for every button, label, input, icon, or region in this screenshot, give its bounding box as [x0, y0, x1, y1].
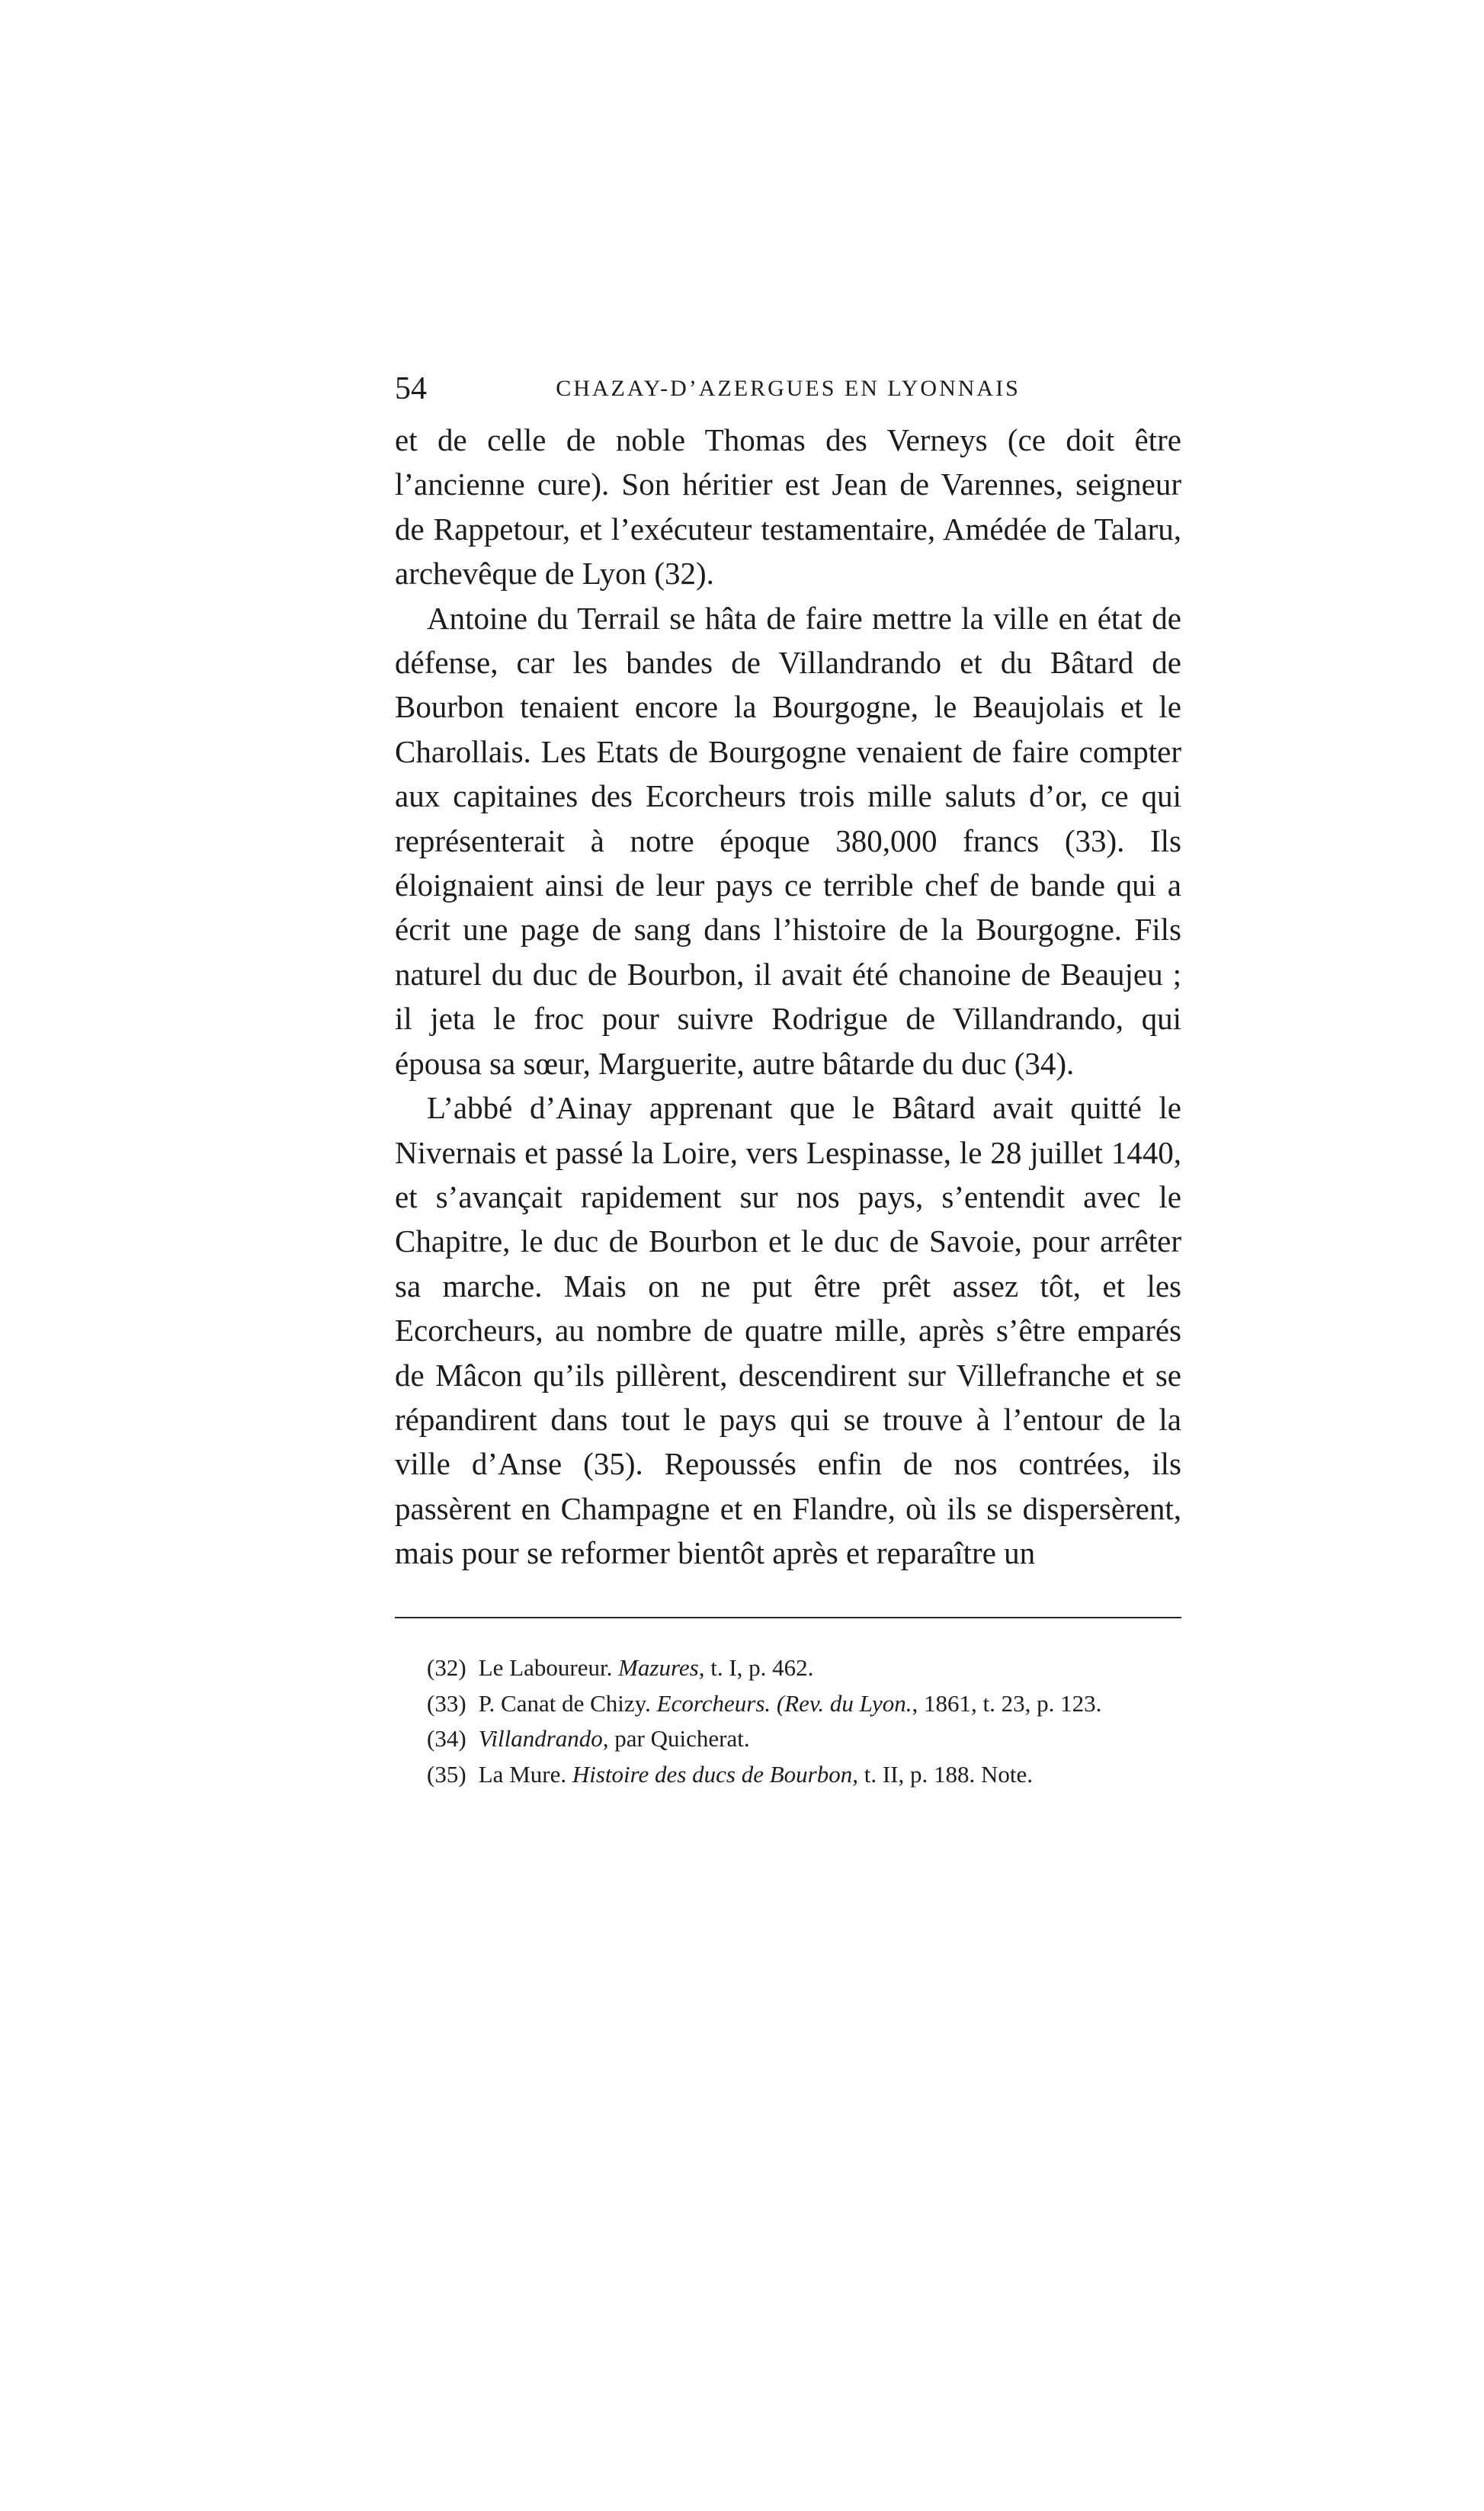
running-title: CHAZAY-D’AZERGUES EN LYONNAIS [556, 376, 1021, 401]
paragraph: Antoine du Terrail se hâta de faire mettre la ville en état de défense, car les bandes de Villandrando et du Bâtard de Bourbon tenaient encore la Bourgogne, le Beaujolais et le Charollais. Les Etats de Bourgogne venaient de faire compter aux capitaines des Ecorcheurs trois mille saluts d’or, ce qui représenterait à notre époque 380,000 francs (33). Ils éloignaient ainsi de leur pays ce terrible chef de bande qui a écrit une page de sang dans l’histoire de la Bourgogne. Fils naturel du duc de Bourbon, il avait été chanoine de Beaujeu ; il jeta le froc pour suivre Rodrigue de Villandrando, qui épousa sa sœur, Marguerite, autre bâtarde du duc (34). [395, 600, 1181, 1081]
running-head [395, 366, 1181, 412]
footnote-title: Villandrando, [478, 1725, 609, 1752]
footnote-title: Ecorcheurs. (Rev. du Lyon. [656, 1689, 912, 1717]
page-number: 54 [395, 371, 427, 406]
footnote-number: (35) [427, 1760, 466, 1788]
paragraph: L’abbé d’Ainay apprenant que le Bâtard avait quitté le Nivernais et passé la Loire, vers Lespinasse, le 28 juillet 1440, et s’avançait rapidement sur nos pays, s’entendit avec le Chapitre, le duc de Bourbon et le duc de Savoie, pour arrêter sa marche. Mais on ne put être prêt assez tôt, et les Ecorcheurs, au nombre de quatre mille, après s’être emparés de Mâcon qu’ils pillèrent, descendirent sur Villefranche et se répandirent dans tout le pays qui se trouve à l’entour de la ville d’Anse (35). Repoussés enfin de nos contrées, ils passèrent en Champagne et en Flandre, où ils se dispersèrent, mais pour se reformer bientôt après et reparaître un [395, 1090, 1181, 1571]
body-text [395, 418, 1181, 1576]
footnote-divider [395, 1617, 1181, 1618]
footnote-number: (32) [427, 1654, 466, 1681]
footnote [427, 1721, 1181, 1757]
footnote-author: La Mure. [478, 1760, 567, 1788]
paragraph: et de celle de noble Thomas des Verneys (ce doit être l’ancienne cure). Son héritier est Jean de Varennes, seigneur de Rappetour, et l’exécuteur testamentaire, Amédée de Talaru, archevêque de Lyon (32). [395, 422, 1181, 592]
footnote-number: (33) [427, 1689, 466, 1717]
footnote-author: P. Canat de Chizy. [478, 1689, 651, 1717]
footnote [427, 1650, 1181, 1686]
footnotes [427, 1650, 1181, 1792]
footnote-reference: t. II, p. 188. Note. [864, 1760, 1033, 1788]
footnote-number: (34) [427, 1725, 466, 1752]
footnote-title: Mazures, [618, 1654, 705, 1681]
footnote-reference: , 1861, t. 23, p. 123. [912, 1689, 1102, 1717]
footnote [427, 1686, 1181, 1722]
footnote-title: Histoire des ducs de Bourbon, [572, 1760, 858, 1788]
footnote-author: Le Laboureur. [478, 1654, 613, 1681]
footnote-reference: t. I, p. 462. [710, 1654, 814, 1681]
footnote [427, 1757, 1181, 1793]
footnote-reference: par Quicherat. [614, 1725, 750, 1752]
